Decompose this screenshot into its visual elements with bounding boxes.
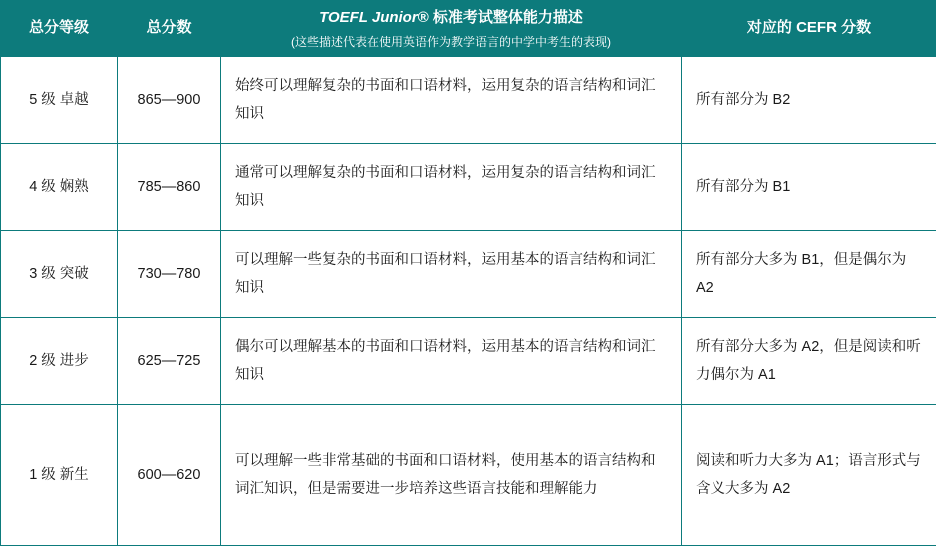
toefl-junior-brand: TOEFL Junior (319, 9, 418, 26)
table-row (1, 318, 936, 405)
table-row (1, 405, 936, 546)
column-header-description-sub: (这些描述代表在使用英语作为教学语言的中学中考生的表现) (231, 34, 671, 51)
cell-description: 可以理解一些非常基础的书面和口语材料，使用基本的语言结构和词汇知识，但是需要进一步培养这些语言技能和理解能力 (221, 405, 682, 546)
column-header-description-main (231, 7, 671, 30)
cell-cefr: 所有部分大多为 B1，但是偶尔为 A2 (682, 231, 936, 318)
column-header-description (221, 1, 682, 57)
cell-level: 1 级 新生 (1, 405, 118, 546)
cell-level: 4 级 娴熟 (1, 144, 118, 231)
cell-description: 可以理解一些复杂的书面和口语材料，运用基本的语言结构和词汇知识 (221, 231, 682, 318)
cell-level: 3 级 突破 (1, 231, 118, 318)
cell-score: 625—725 (118, 318, 221, 405)
table-header-row (1, 1, 936, 57)
column-header-cefr: 对应的 CEFR 分数 (682, 1, 936, 57)
cell-description: 始终可以理解复杂的书面和口语材料，运用复杂的语言结构和词汇知识 (221, 57, 682, 144)
column-header-description-rest: 标准考试整体能力描述 (429, 9, 583, 26)
cell-cefr: 所有部分大多为 A2，但是阅读和听力偶尔为 A1 (682, 318, 936, 405)
cell-score: 785—860 (118, 144, 221, 231)
cell-description: 通常可以理解复杂的书面和口语材料，运用复杂的语言结构和词汇知识 (221, 144, 682, 231)
table-row (1, 144, 936, 231)
registered-mark: ® (418, 9, 429, 26)
cell-level: 2 级 进步 (1, 318, 118, 405)
table-row (1, 57, 936, 144)
table-row (1, 231, 936, 318)
cell-cefr: 所有部分为 B2 (682, 57, 936, 144)
cell-score: 730—780 (118, 231, 221, 318)
table-header (1, 1, 936, 57)
table-body (1, 57, 936, 546)
cell-cefr: 阅读和听力大多为 A1；语言形式与含义大多为 A2 (682, 405, 936, 546)
cell-description: 偶尔可以理解基本的书面和口语材料，运用基本的语言结构和词汇知识 (221, 318, 682, 405)
cell-score: 865—900 (118, 57, 221, 144)
column-header-score: 总分数 (118, 1, 221, 57)
cell-score: 600—620 (118, 405, 221, 546)
column-header-level: 总分等级 (1, 1, 118, 57)
cell-cefr: 所有部分为 B1 (682, 144, 936, 231)
cell-level: 5 级 卓越 (1, 57, 118, 144)
